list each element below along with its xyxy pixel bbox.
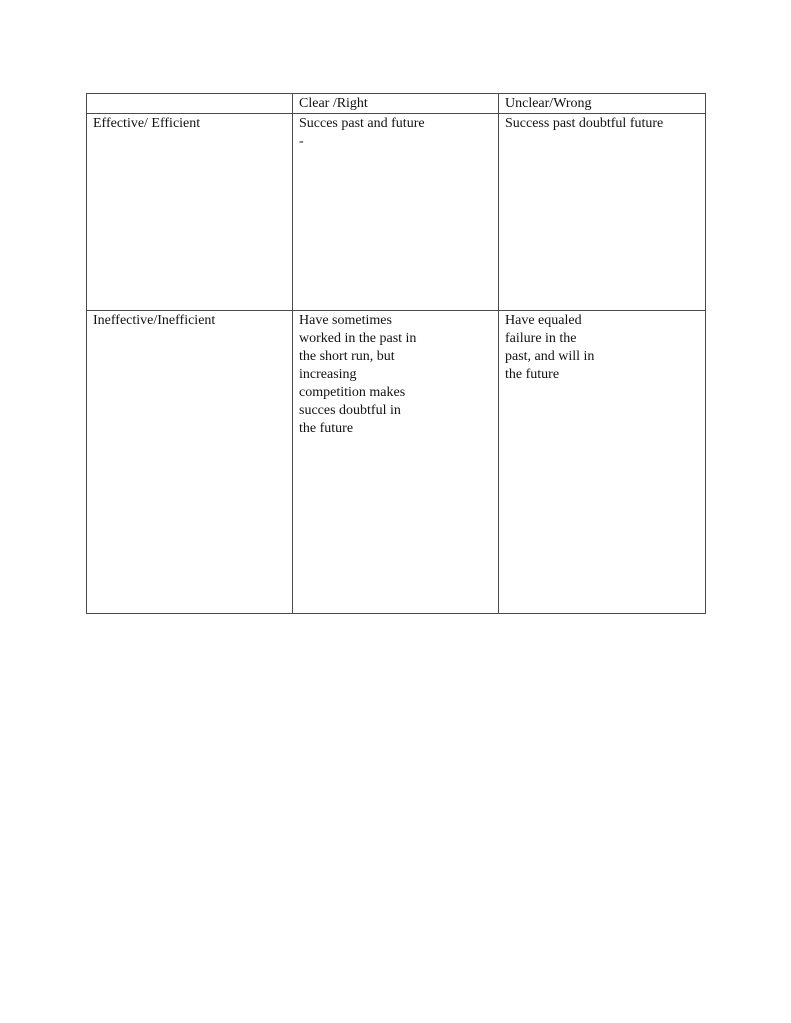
table-row (87, 311, 706, 614)
table-row (87, 114, 706, 311)
header-unclear-wrong: Unclear/Wrong (499, 94, 706, 114)
header-clear-right: Clear /Right (293, 94, 499, 114)
strategy-matrix-table (86, 93, 706, 614)
header-corner-cell (87, 94, 293, 114)
cell-ineffective-unclear: Have equaled failure in the past, and will in the future (499, 311, 706, 614)
row-label-effective: Effective/ Efficient (87, 114, 293, 311)
cell-effective-unclear: Success past doubtful future (499, 114, 706, 311)
row-label-ineffective: Ineffective/Inefficient (87, 311, 293, 614)
table-header-row (87, 94, 706, 114)
cell-effective-clear: Succes past and future - (293, 114, 499, 311)
cell-ineffective-clear: Have sometimes worked in the past in the short run, but increasing competition makes succes doubtful in the future (293, 311, 499, 614)
